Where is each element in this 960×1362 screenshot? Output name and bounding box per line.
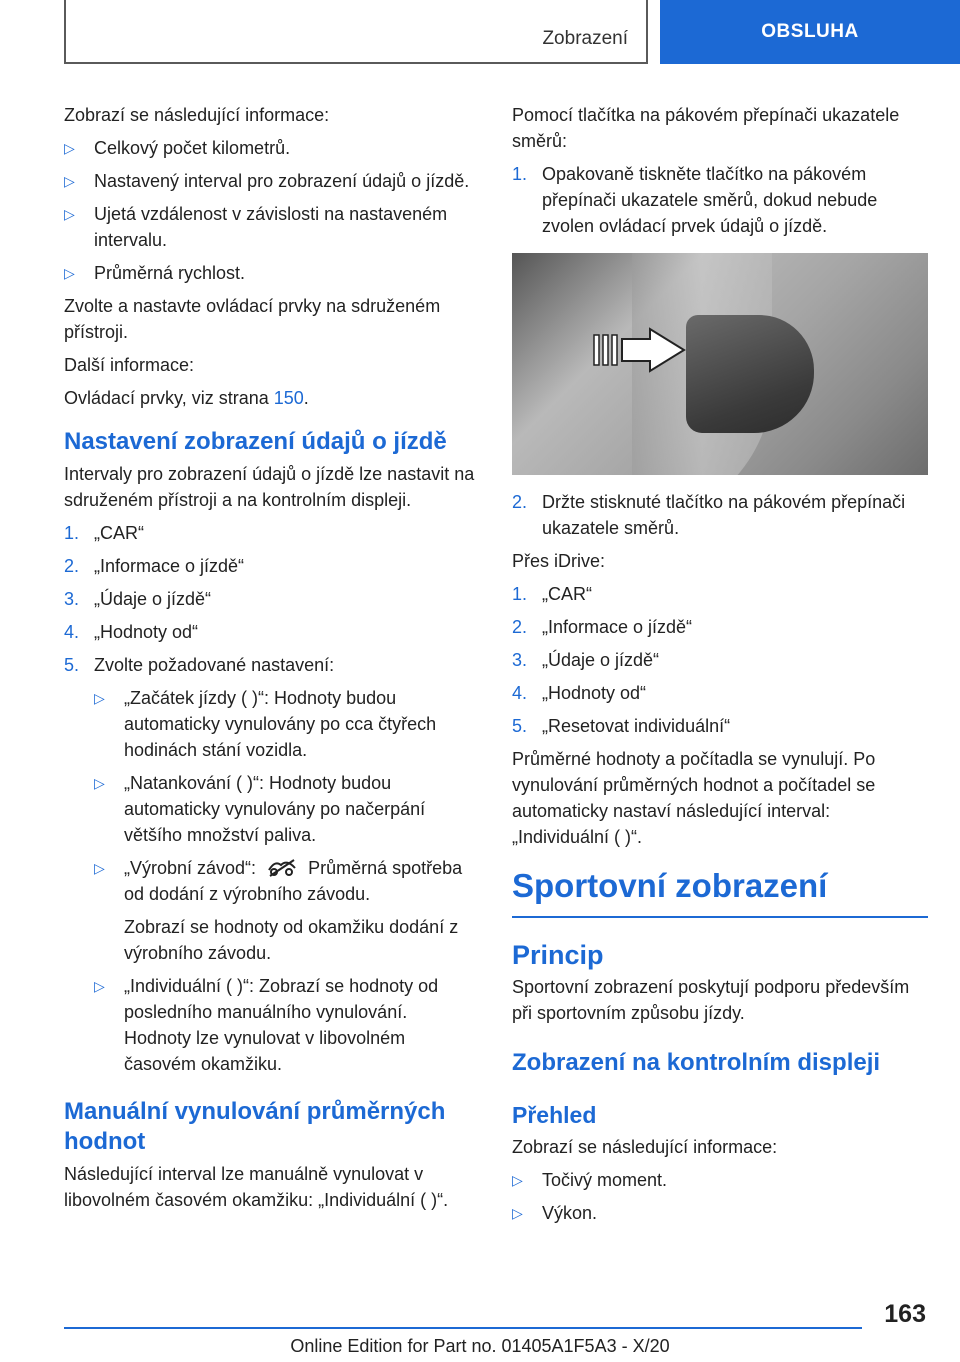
bullet-arrow-icon: ▷ — [64, 173, 75, 189]
sub-list-item — [94, 685, 478, 763]
step-text: „CAR“ — [542, 584, 592, 604]
bullet-text: Točivý moment. — [542, 1170, 668, 1190]
step-item — [512, 647, 928, 673]
paragraph: Následující interval lze manuálně vynulovat v libovolném časovém okamžiku: „Individuální ( )“. — [64, 1164, 449, 1210]
factory-icon — [267, 857, 297, 877]
step-item — [512, 713, 928, 739]
step-number: 2. — [512, 492, 528, 512]
step-item — [64, 619, 478, 645]
paragraph: Sportovní zobrazení poskytují podporu především při sportovním způsobu jízdy. — [512, 977, 910, 1023]
lever-shape — [686, 315, 814, 433]
step-number: 1. — [512, 164, 528, 184]
section-heading-manual: Manuální vynulování průměrných hodnot — [64, 1098, 446, 1155]
step-text: „Informace o jízdě“ — [542, 617, 693, 637]
reference-paragraph — [64, 385, 478, 411]
list-item — [64, 201, 478, 253]
step-text: „Resetovat individuální“ — [542, 716, 731, 736]
list-item — [64, 135, 478, 161]
step-text: „Hodnoty od“ — [542, 683, 647, 703]
intro-text: Zobrazí se následující informace: — [64, 105, 330, 125]
paragraph: Zobrazí se následující informace: — [512, 1137, 778, 1157]
step-number: 4. — [512, 683, 528, 703]
step-number: 3. — [64, 589, 80, 609]
bullet-arrow-icon: ▷ — [94, 978, 105, 994]
sub-list-item — [94, 973, 478, 1077]
paragraph: Přes iDrive: — [512, 551, 606, 571]
step-text: Opakovaně tiskněte tlačítko na pákovém přepínači ukazatele směrů, dokud nebude zvolen ovládací prvek údajů o jízdě. — [542, 164, 878, 236]
press-arrow-icon — [592, 327, 688, 373]
bullet-arrow-icon: ▷ — [512, 1205, 523, 1221]
step-number: 1. — [64, 523, 80, 543]
bullet-text: Nastavený interval pro zobrazení údajů o jízdě. — [94, 171, 470, 191]
bullet-arrow-icon: ▷ — [94, 860, 105, 876]
sub-item-note: Zobrazí se hodnoty od okamžiku dodání z výrobního závodu. — [124, 917, 459, 963]
step-text: „Údaje o jízdě“ — [94, 589, 212, 609]
sub-item-text: „Výrobní závod“: — [124, 858, 257, 878]
sub-item-text: „Začátek jízdy ( )“: Hodnoty budou automaticky vynulovány po cca čtyřech hodinách stání vozidla. — [124, 688, 437, 760]
step-number: 5. — [512, 716, 528, 736]
sub-item-text: „Individuální ( )“: Zobrazí se hodnoty od posledního manuálního vynulování. Hodnoty lze vynulovat v libovolném časovém okamžiku. — [124, 976, 439, 1074]
list-item — [64, 168, 478, 194]
step-number: 2. — [512, 617, 528, 637]
step-text: „Hodnoty od“ — [94, 622, 199, 642]
left-column — [64, 102, 478, 1220]
page-number: 163 — [884, 1300, 926, 1328]
step-text: Držte stisknuté tlačítko na pákovém přepínači ukazatele směrů. — [542, 492, 906, 538]
bullet-arrow-icon: ▷ — [64, 206, 75, 222]
bullet-arrow-icon: ▷ — [512, 1172, 523, 1188]
step-text: „Údaje o jízdě“ — [542, 650, 660, 670]
right-column — [512, 102, 928, 1233]
paragraph: Zvolte a nastavte ovládací prvky na sdruženém přístroji. — [64, 296, 441, 342]
chapter-heading-sport: Sportovní zobrazení — [512, 866, 928, 918]
sub-item-text: Průměrná spotřeba od dodání z výrobního závodu. — [124, 858, 463, 904]
reference-suffix: . — [303, 388, 309, 408]
paragraph: Další informace: — [64, 355, 195, 375]
step-item — [64, 553, 478, 579]
bullet-text: Celkový počet kilometrů. — [94, 138, 291, 158]
list-item — [512, 1200, 928, 1226]
step-item — [512, 614, 928, 640]
step-item — [512, 581, 928, 607]
step-item — [64, 520, 478, 546]
bullet-text: Průměrná rychlost. — [94, 263, 246, 283]
step-item — [64, 586, 478, 612]
chapter-tab: OBSLUHA — [660, 0, 960, 64]
turn-signal-lever-photo — [512, 253, 928, 475]
step-text: „CAR“ — [94, 523, 144, 543]
header-frame — [64, 0, 648, 64]
reference-prefix: Ovládací prvky, viz strana — [64, 388, 274, 408]
heading-principle: Princip — [512, 940, 604, 970]
heading-control-display: Zobrazení na kontrolním displeji — [512, 1049, 881, 1076]
step-item — [512, 489, 928, 541]
heading-overview: Přehled — [512, 1102, 597, 1128]
page-reference-link[interactable]: 150 — [273, 388, 304, 408]
step-number: 1. — [512, 584, 528, 604]
paragraph: Intervaly pro zobrazení údajů o jízdě lze nastavit na sdruženém přístroji a na kontrolním displeji. — [64, 464, 475, 510]
step-number: 3. — [512, 650, 528, 670]
footer-edition: Online Edition for Part no. 01405A1F5A3 - X/20 — [290, 1336, 670, 1356]
step-text: „Informace o jízdě“ — [94, 556, 245, 576]
paragraph: Pomocí tlačítka na pákovém přepínači ukazatele směrů: — [512, 105, 900, 151]
step-number: 5. — [64, 655, 80, 675]
step-item — [64, 652, 478, 678]
step-item — [512, 161, 928, 239]
paragraph: Průměrné hodnoty a počítadla se vynulují. Po vynulování průměrných hodnot a počítadel se automaticky nastaví následující interval: „Individuální ( )“. — [512, 749, 876, 847]
bullet-arrow-icon: ▷ — [94, 690, 105, 706]
bullet-arrow-icon: ▷ — [64, 265, 75, 281]
list-item — [512, 1167, 928, 1193]
step-number: 2. — [64, 556, 80, 576]
sub-item-text: „Natankování ( )“: Hodnoty budou automaticky vynulovány po načerpání většího množství paliva. — [124, 773, 426, 845]
bullet-arrow-icon: ▷ — [94, 775, 105, 791]
footer-divider — [64, 1327, 862, 1329]
bullet-text: Ujetá vzdálenost v závislosti na nastaveném intervalu. — [94, 204, 448, 250]
step-number: 4. — [64, 622, 80, 642]
bullet-text: Výkon. — [542, 1203, 598, 1223]
step-text: Zvolte požadované nastavení: — [94, 655, 335, 675]
bullet-arrow-icon: ▷ — [64, 140, 75, 156]
sub-list-item — [94, 855, 478, 907]
list-item — [64, 260, 478, 286]
section-title: Zobrazení — [542, 28, 628, 49]
step-item — [512, 680, 928, 706]
sub-list-item — [94, 770, 478, 848]
section-heading-settings: Nastavení zobrazení údajů o jízdě — [64, 428, 447, 455]
